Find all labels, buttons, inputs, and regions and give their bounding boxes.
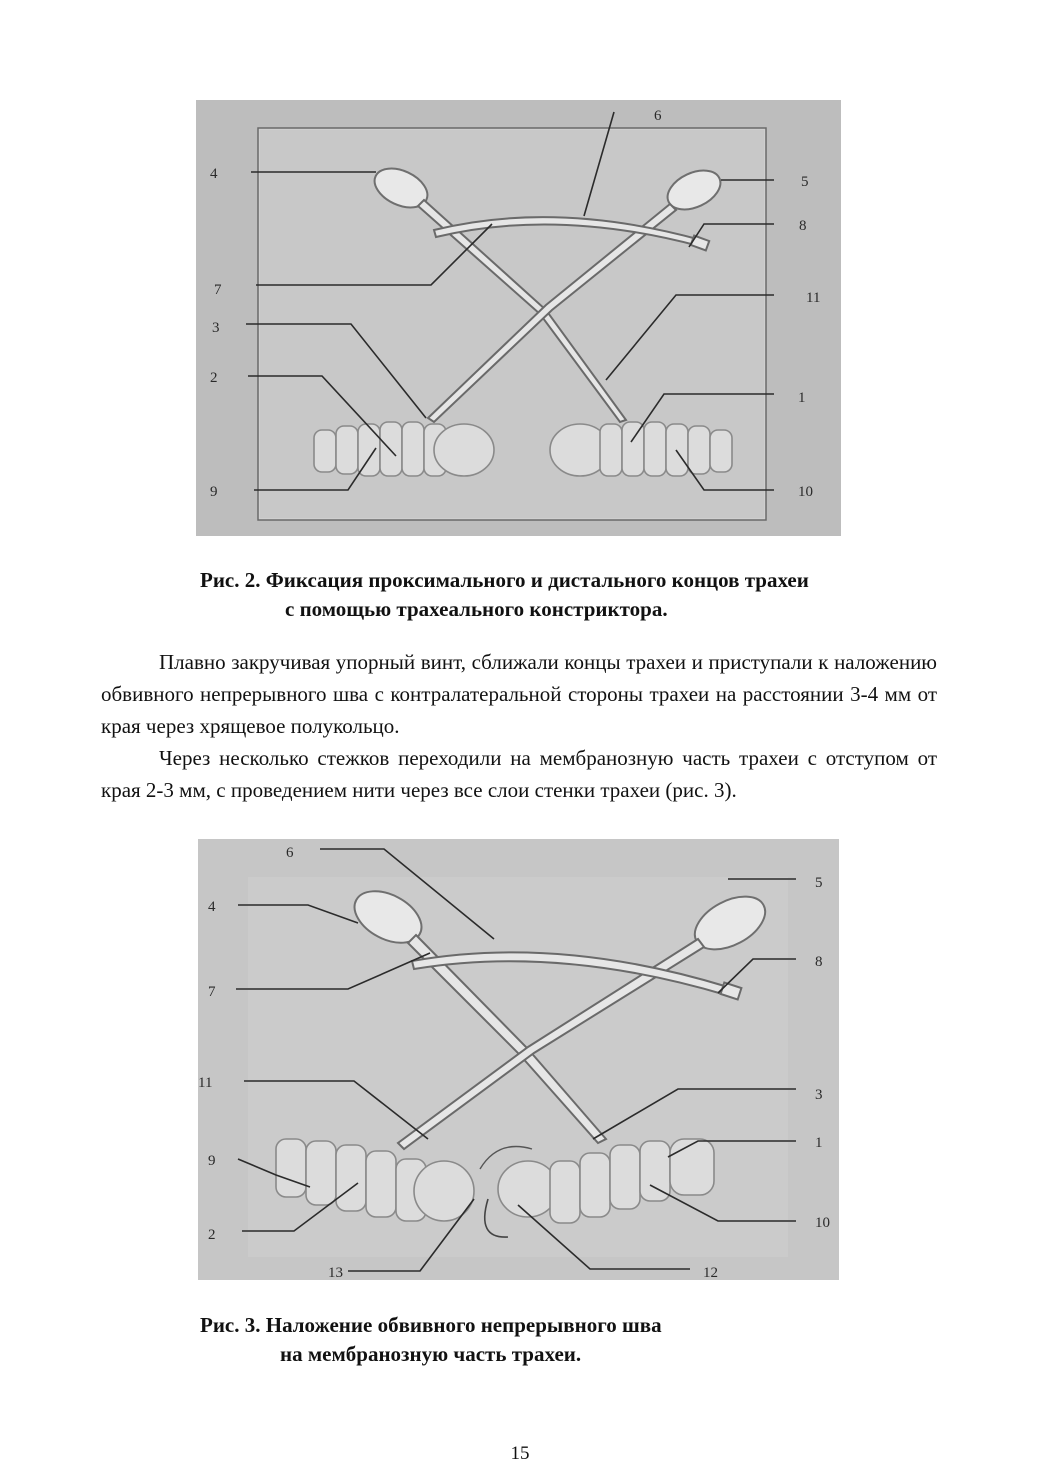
fig3-label-5: 5 <box>815 875 823 891</box>
figure-2-tracheal-constrictor <box>196 100 841 536</box>
fig2-label-8: 8 <box>799 218 807 234</box>
fig3-label-12: 12 <box>703 1265 718 1280</box>
fig3-label-3: 3 <box>815 1087 823 1103</box>
fig3-label-8: 8 <box>815 954 823 970</box>
figure-3-drawing <box>198 839 839 1280</box>
fig3-label-7: 7 <box>208 984 216 1000</box>
fig3-label-11: 11 <box>198 1075 213 1091</box>
fig3-label-2: 2 <box>208 1227 216 1243</box>
fig2-label-10: 10 <box>798 484 813 500</box>
fig3-label-10: 10 <box>815 1215 830 1231</box>
figure-2-drawing <box>196 100 841 536</box>
fig2-label-5: 5 <box>801 174 809 190</box>
figure-2-caption-line-1: Рис. 2. Фиксация проксимального и дистального концов трахеи <box>200 568 809 592</box>
fig3-label-13: 13 <box>328 1265 343 1280</box>
fig2-label-6: 6 <box>654 108 662 124</box>
fig3-label-1: 1 <box>815 1135 823 1151</box>
page-number: 15 <box>510 1443 530 1464</box>
fig2-label-2: 2 <box>210 370 218 386</box>
proximal-trachea <box>314 422 494 476</box>
body-paragraph-1: Плавно закручивая упорный винт, сближали концы трахеи и приступали к наложению обвивного непрерывного шва с контралатеральной стороны трахеи на расстоянии 3-4 мм от края через хрящевое полукольцо. <box>101 650 937 738</box>
distal-trachea <box>550 422 732 476</box>
figure-3-caption-line-1: Рис. 3. Наложение обвивного непрерывного шва <box>200 1313 662 1337</box>
figure-2-caption-line-2: с помощью трахеального констриктора. <box>285 597 668 621</box>
fig2-label-1: 1 <box>798 390 806 406</box>
fig2-label-7: 7 <box>214 282 222 298</box>
fig3-label-6: 6 <box>286 845 294 861</box>
fig2-label-4: 4 <box>210 166 218 182</box>
fig2-label-11: 11 <box>806 290 821 306</box>
fig2-label-9: 9 <box>210 484 218 500</box>
fig3-label-4: 4 <box>208 899 216 915</box>
fig2-label-3: 3 <box>212 320 220 336</box>
figure-3-caption-line-2: на мембранозную часть трахеи. <box>280 1342 582 1366</box>
body-paragraph-2: Через несколько стежков переходили на мембранозную часть трахеи с отступом от края 2-3 мм, с проведением нити через все слои стенки трахеи (рис. 3). <box>101 746 937 802</box>
fig3-label-9: 9 <box>208 1153 216 1169</box>
figure-3-membranous-suture <box>198 839 839 1280</box>
